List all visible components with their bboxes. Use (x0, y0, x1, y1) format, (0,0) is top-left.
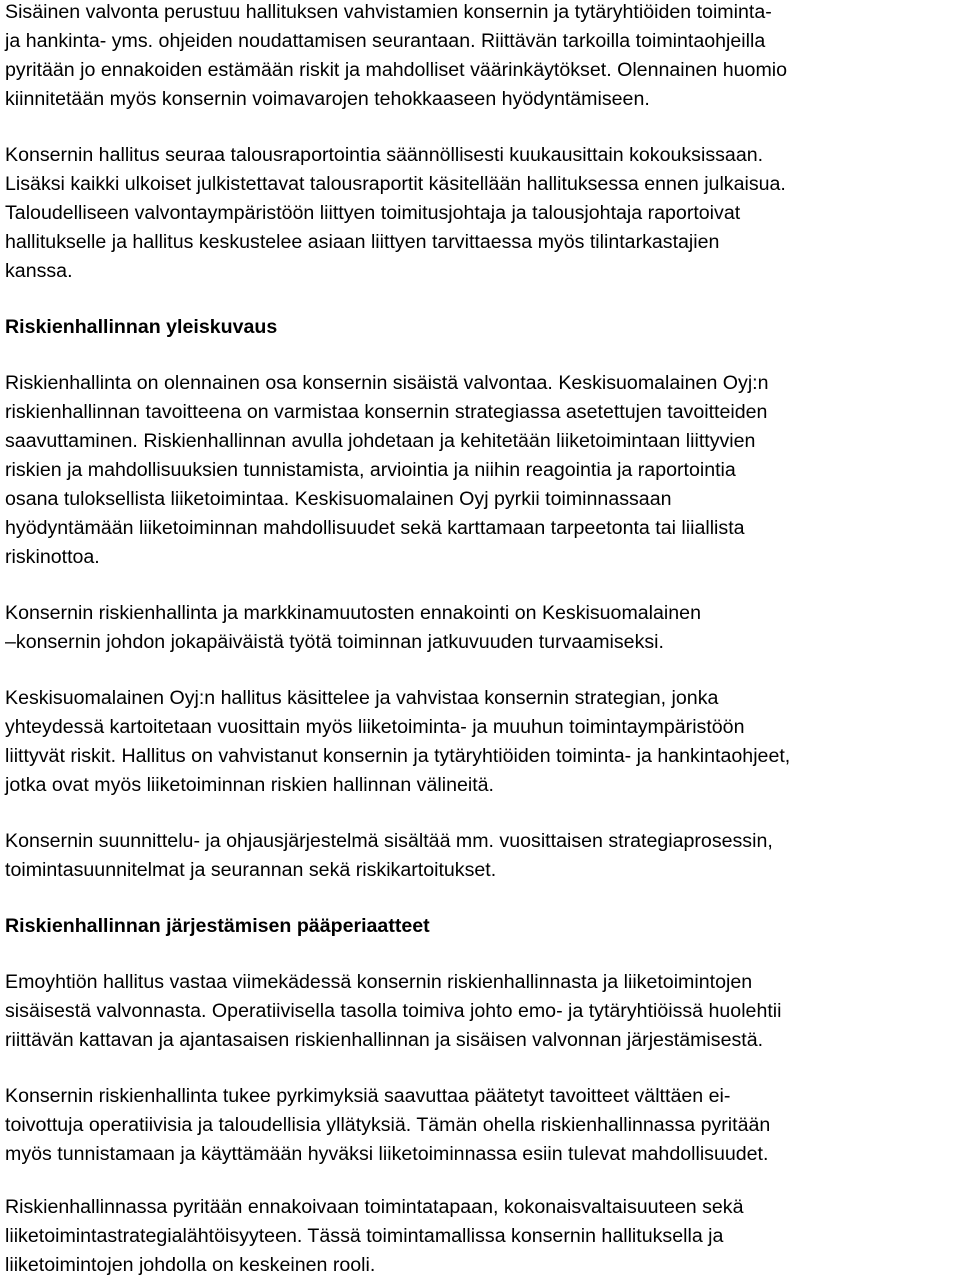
text-line: saavuttaminen. Riskienhallinnan avulla johdetaan ja kehitetään liiketoimintaan liittyvien (5, 430, 756, 452)
text-line: liiketoimintojen johdolla on keskeinen rooli. (5, 1254, 376, 1276)
text-line: liittyvät riskit. Hallitus on vahvistanut konsernin ja tytäryhtiöiden toiminta- ja hankintaohjeet, (5, 745, 791, 767)
text-line: pyritään jo ennakoiden estämään riskit ja mahdolliset väärinkäytökset. Olennainen huomio (5, 59, 788, 81)
text-line: ja hankinta- yms. ohjeiden noudattamisen seurantaan. Riittävän tarkoilla toimintaohjeilla (5, 30, 766, 52)
text-line: Konsernin suunnittelu- ja ohjausjärjestelmä sisältää mm. vuosittaisen strategiaprosessin, (5, 830, 773, 852)
text-line: riskienhallinnan tavoitteena on varmistaa konsernin strategiassa asetettujen tavoitteiden (5, 401, 768, 423)
text-line: Konsernin hallitus seuraa talousraportointia säännöllisesti kuukausittain kokouksissaan. (5, 144, 764, 166)
paragraph-proactive-approach (5, 1193, 957, 1280)
text-line: –konsernin johdon jokapäiväistä työtä toiminnan jatkuvuuden turvaamiseksi. (5, 631, 664, 653)
text-line: jotka ovat myös liiketoiminnan riskien hallinnan välineitä. (5, 774, 495, 796)
text-line: riskinottoa. (5, 546, 100, 568)
paragraph-risk-support (5, 1082, 957, 1169)
text-line: Emoyhtiön hallitus vastaa viimekädessä konsernin riskienhallinnasta ja liiketoimintojen (5, 971, 753, 993)
paragraph-planning-system (5, 827, 957, 885)
paragraph-risk-management (5, 369, 957, 572)
text-line: toimintasuunnitelmat ja seurannan sekä riskikartoitukset. (5, 859, 497, 881)
text-line: Riskienhallinta on olennainen osa konsernin sisäistä valvontaa. Keskisuomalainen Oyj:n (5, 372, 769, 394)
text-line: Konsernin riskienhallinta ja markkinamuutosten ennakointi on Keskisuomalainen (5, 602, 701, 624)
text-line: Taloudelliseen valvontaympäristöön liittyen toimitusjohtaja ja talousjohtaja raportoivat (5, 202, 741, 224)
paragraph-internal-control (5, 0, 957, 114)
text-line: kanssa. (5, 260, 73, 282)
text-line: riskien ja mahdollisuuksien tunnistamista, arviointia ja niihin reagointia ja raportointia (5, 459, 736, 481)
section-heading-risk-overview: Riskienhallinnan yleiskuvaus (5, 316, 278, 338)
text-line: liiketoimintastrategialähtöisyyteen. Tässä toimintamallissa konsernin hallituksella ja (5, 1225, 724, 1247)
text-line: Sisäinen valvonta perustuu hallituksen vahvistamien konsernin ja tytäryhtiöiden toiminta- (5, 1, 772, 23)
text-line: Keskisuomalainen Oyj:n hallitus käsittelee ja vahvistaa konsernin strategian, jonka (5, 687, 719, 709)
text-line: sisäisestä valvonnasta. Operatiivisella tasolla toimiva johto emo- ja tytäryhtiöissä huolehtii (5, 1000, 782, 1022)
text-line: Konsernin riskienhallinta tukee pyrkimyksiä saavuttaa päätetyt tavoitteet välttäen ei- (5, 1085, 731, 1107)
text-line: Riskienhallinnassa pyritään ennakoivaan toimintatapaan, kokonaisvaltaisuuteen sekä (5, 1196, 744, 1218)
document-page (5, 0, 957, 1280)
text-line: Lisäksi kaikki ulkoiset julkistettavat talousraportit käsitellään hallituksessa ennen julkaisua. (5, 173, 786, 195)
paragraph-board-strategy (5, 684, 957, 800)
section-heading-risk-principles: Riskienhallinnan järjestämisen pääperiaatteet (5, 915, 430, 937)
text-line: toivottuja operatiivisia ja taloudellisia yllätyksiä. Tämän ohella riskienhallinnassa pyritään (5, 1114, 771, 1136)
paragraph-financial-reporting (5, 141, 957, 286)
paragraph-market-anticipation (5, 599, 957, 657)
text-line: riittävän kattavan ja ajantasaisen riskienhallinnan ja sisäisen valvonnan järjestämisestä. (5, 1029, 764, 1051)
text-line: hallitukselle ja hallitus keskustelee asiaan liittyen tarvittaessa myös tilintarkastajien (5, 231, 720, 253)
text-line: hyödyntämään liiketoiminnan mahdollisuudet sekä karttamaan tarpeetonta tai liiallista (5, 517, 745, 539)
text-line: kiinnitetään myös konsernin voimavarojen tehokkaaseen hyödyntämiseen. (5, 88, 650, 110)
text-line: osana tuloksellista liiketoimintaa. Keskisuomalainen Oyj pyrkii toiminnassaan (5, 488, 672, 510)
text-line: yhteydessä kartoitetaan vuosittain myös liiketoiminta- ja muuhun toimintaympäristöön (5, 716, 745, 738)
text-line: myös tunnistamaan ja käyttämään hyväksi liiketoiminnassa esiin tulevat mahdollisuudet. (5, 1143, 769, 1165)
paragraph-parent-board (5, 968, 957, 1055)
